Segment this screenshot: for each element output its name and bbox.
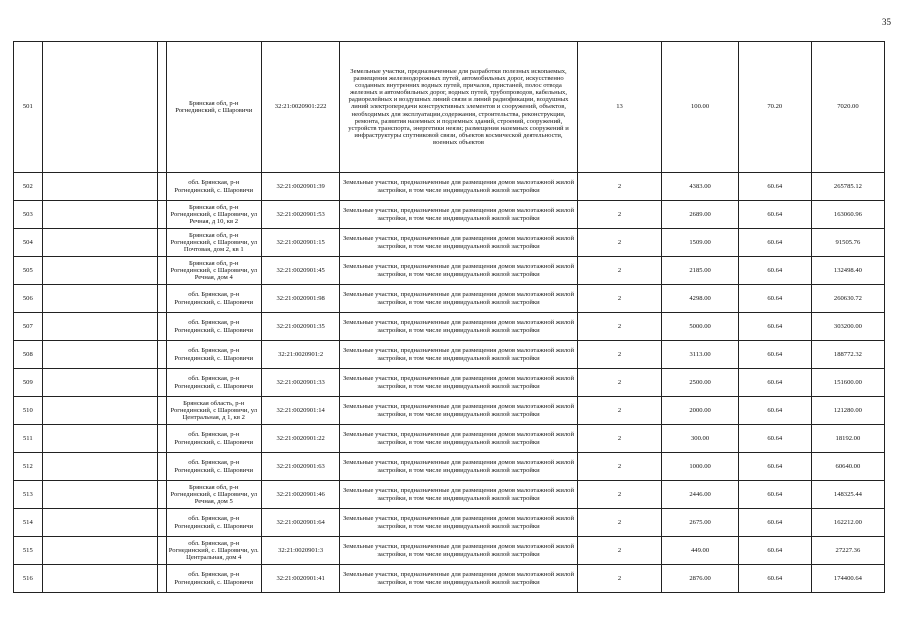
rate-cell: 60.64 [738,537,811,565]
row-number-cell: 508 [14,341,43,369]
group-cell: 13 [577,42,662,173]
area-cell: 4298.00 [662,285,738,313]
area-cell: 2000.00 [662,397,738,425]
cadastral-value-cell: 60640.00 [811,453,884,481]
area-cell: 2185.00 [662,257,738,285]
area-cell: 100.00 [662,42,738,173]
blank-cell [42,565,157,593]
row-number-cell: 515 [14,537,43,565]
blank-cell [42,173,157,201]
address-cell: Брянская обл, р-н Рогнединский, с Шаровичи, ул Речная, д 10, кв 2 [166,201,261,229]
row-number-cell: 506 [14,285,43,313]
land-use-cell: Земельные участки, предназначенные для размещения домов малоэтажной жилой застройки, в том числе индивидуальной жилой застройки [340,453,577,481]
address-cell: обл. Брянская, р-н Рогнединский, с. Шаровичи [166,565,261,593]
address-cell: обл. Брянская, р-н Рогнединский, с. Шаровичи [166,509,261,537]
row-number-cell: 513 [14,481,43,509]
land-use-cell: Земельные участки, предназначенные для размещения домов малоэтажной жилой застройки, в том числе индивидуальной жилой застройки [340,481,577,509]
area-cell: 449.00 [662,537,738,565]
table-row [14,425,885,453]
table-row [14,481,885,509]
area-cell: 4383.00 [662,173,738,201]
blank-cell [42,397,157,425]
table-body [14,42,885,593]
gap-cell [158,42,166,173]
cadastral-number-cell: 32:21:0020901:2 [261,341,339,369]
land-use-cell: Земельные участки, предназначенные для размещения домов малоэтажной жилой застройки, в том числе индивидуальной жилой застройки [340,397,577,425]
land-use-cell: Земельные участки, предназначенные для размещения домов малоэтажной жилой застройки, в том числе индивидуальной жилой застройки [340,173,577,201]
row-number-cell: 516 [14,565,43,593]
land-use-cell: Земельные участки, предназначенные для размещения домов малоэтажной жилой застройки, в том числе индивидуальной жилой застройки [340,425,577,453]
blank-cell [42,341,157,369]
gap-cell [158,509,166,537]
rate-cell: 60.64 [738,565,811,593]
address-cell: обл. Брянская, р-н Рогнединский, с. Шаровичи [166,425,261,453]
cadastral-number-cell: 32:21:0020901:33 [261,369,339,397]
cadastral-number-cell: 32:21:0020901:63 [261,453,339,481]
gap-cell [158,285,166,313]
cadastral-number-cell: 32:21:0020901:46 [261,481,339,509]
area-cell: 1509.00 [662,229,738,257]
group-cell: 2 [577,425,662,453]
row-number-cell: 509 [14,369,43,397]
rate-cell: 70.20 [738,42,811,173]
gap-cell [158,565,166,593]
rate-cell: 60.64 [738,201,811,229]
row-number-cell: 503 [14,201,43,229]
gap-cell [158,481,166,509]
blank-cell [42,257,157,285]
cadastral-number-cell: 32:21:0020901:64 [261,509,339,537]
gap-cell [158,453,166,481]
land-use-cell: Земельные участки, предназначенные для размещения домов малоэтажной жилой застройки, в том числе индивидуальной жилой застройки [340,257,577,285]
area-cell: 3113.00 [662,341,738,369]
group-cell: 2 [577,509,662,537]
table-row [14,201,885,229]
area-cell: 300.00 [662,425,738,453]
blank-cell [42,313,157,341]
gap-cell [158,397,166,425]
address-cell: обл. Брянская, р-н Рогнединский, с. Шаровичи [166,313,261,341]
cadastral-number-cell: 32:21:0020901:39 [261,173,339,201]
group-cell: 2 [577,369,662,397]
area-cell: 2689.00 [662,201,738,229]
group-cell: 2 [577,341,662,369]
group-cell: 2 [577,453,662,481]
land-use-cell: Земельные участки, предназначенные для размещения домов малоэтажной жилой застройки, в том числе индивидуальной жилой застройки [340,369,577,397]
group-cell: 2 [577,285,662,313]
land-use-cell: Земельные участки, предназначенные для размещения домов малоэтажной жилой застройки, в том числе индивидуальной жилой застройки [340,341,577,369]
address-cell: обл. Брянская, р-н Рогнединский, с. Шаровичи [166,453,261,481]
land-use-cell: Земельные участки, предназначенные для размещения домов малоэтажной жилой застройки, в том числе индивидуальной жилой застройки [340,229,577,257]
cadastral-value-cell: 174400.64 [811,565,884,593]
cadastral-value-table [13,41,885,593]
blank-cell [42,481,157,509]
rate-cell: 60.64 [738,257,811,285]
table-row [14,285,885,313]
table-row [14,42,885,173]
blank-cell [42,201,157,229]
land-use-cell: Земельные участки, предназначенные для размещения домов малоэтажной жилой застройки, в том числе индивидуальной жилой застройки [340,201,577,229]
address-cell: обл. Брянская, р-н Рогнединский, с. Шаровичи, ул. Центральная, дом 4 [166,537,261,565]
address-cell: обл. Брянская, р-н Рогнединский, с. Шаровичи [166,341,261,369]
cadastral-value-cell: 151600.00 [811,369,884,397]
area-cell: 2876.00 [662,565,738,593]
land-use-cell: Земельные участки, предназначенные для размещения домов малоэтажной жилой застройки, в том числе индивидуальной жилой застройки [340,565,577,593]
land-use-cell: Земельные участки, предназначенные для размещения домов малоэтажной жилой застройки, в том числе индивидуальной жилой застройки [340,313,577,341]
blank-cell [42,42,157,173]
blank-cell [42,285,157,313]
rate-cell: 60.64 [738,229,811,257]
table-row [14,173,885,201]
cadastral-value-cell: 148325.44 [811,481,884,509]
cadastral-number-cell: 32:21:0020901:35 [261,313,339,341]
cadastral-value-cell: 91505.76 [811,229,884,257]
group-cell: 2 [577,397,662,425]
area-cell: 5000.00 [662,313,738,341]
table-row [14,453,885,481]
address-cell: обл. Брянская, р-н Рогнединский, с. Шаровичи [166,285,261,313]
page-number: 35 [882,17,891,27]
land-use-cell: Земельные участки, предназначенные для размещения домов малоэтажной жилой застройки, в том числе индивидуальной жилой застройки [340,537,577,565]
blank-cell [42,369,157,397]
area-cell: 2446.00 [662,481,738,509]
row-number-cell: 507 [14,313,43,341]
rate-cell: 60.64 [738,481,811,509]
rate-cell: 60.64 [738,453,811,481]
table-row [14,537,885,565]
cadastral-value-cell: 18192.00 [811,425,884,453]
cadastral-value-cell: 121280.00 [811,397,884,425]
table-row [14,341,885,369]
gap-cell [158,229,166,257]
cadastral-value-cell: 163060.96 [811,201,884,229]
address-cell: Брянская обл, р-н Рогнединский, с Шаровичи, ул Речная, дом 5 [166,481,261,509]
group-cell: 2 [577,313,662,341]
table-row [14,565,885,593]
group-cell: 2 [577,481,662,509]
group-cell: 2 [577,201,662,229]
cadastral-number-cell: 32:21:0020901:15 [261,229,339,257]
cadastral-number-cell: 32:21:0020901:45 [261,257,339,285]
table-row [14,229,885,257]
blank-cell [42,509,157,537]
gap-cell [158,173,166,201]
cadastral-value-cell: 7020.00 [811,42,884,173]
rate-cell: 60.64 [738,285,811,313]
row-number-cell: 504 [14,229,43,257]
gap-cell [158,369,166,397]
land-use-cell: Земельные участки, предназначенные для размещения домов малоэтажной жилой застройки, в том числе индивидуальной жилой застройки [340,285,577,313]
table-row [14,257,885,285]
cadastral-value-cell: 132498.40 [811,257,884,285]
cadastral-value-cell: 162212.00 [811,509,884,537]
cadastral-value-cell: 260630.72 [811,285,884,313]
table-row [14,509,885,537]
gap-cell [158,341,166,369]
cadastral-value-cell: 303200.00 [811,313,884,341]
cadastral-value-cell: 188772.32 [811,341,884,369]
gap-cell [158,201,166,229]
blank-cell [42,229,157,257]
table-row [14,369,885,397]
cadastral-number-cell: 32:21:0020901:41 [261,565,339,593]
rate-cell: 60.64 [738,369,811,397]
row-number-cell: 505 [14,257,43,285]
group-cell: 2 [577,537,662,565]
area-cell: 2500.00 [662,369,738,397]
blank-cell [42,537,157,565]
blank-cell [42,453,157,481]
cadastral-number-cell: 32:21:0020901:98 [261,285,339,313]
rate-cell: 60.64 [738,509,811,537]
rate-cell: 60.64 [738,313,811,341]
table-row [14,313,885,341]
land-use-cell: Земельные участки, предназначенные для размещения домов малоэтажной жилой застройки, в том числе индивидуальной жилой застройки [340,509,577,537]
address-cell: Брянская обл, р-н Рогнединский, с Шаровичи [166,42,261,173]
cadastral-value-cell: 27227.36 [811,537,884,565]
gap-cell [158,257,166,285]
cadastral-number-cell: 32:21:0020901:22 [261,425,339,453]
area-cell: 1000.00 [662,453,738,481]
cadastral-number-cell: 32:21:0020901:3 [261,537,339,565]
rate-cell: 60.64 [738,173,811,201]
gap-cell [158,425,166,453]
group-cell: 2 [577,565,662,593]
gap-cell [158,537,166,565]
address-cell: Брянская область, р-н Рогнединский, с Шаровичи, ул Центральная, д 1, кв 2 [166,397,261,425]
group-cell: 2 [577,229,662,257]
land-use-cell: Земельные участки, предназначенные для разработки полезных ископаемых, размещения железнодорожных путей, автомобильных дорог, искусственно созданных внутренних водных путей, причалов, пристаней, полос отвода железных и автомобильных дорог, водных путей, трубопроводов, кабельных, радиорелейных и воздушных линий связи и линий радиофикации, воздушных линий электропередачи конструктивных элементов и сооружений, объектов, необходимых для эксплуатации,содержания, строительства, реконструкции, ремонта, развития наземных и подземных зданий, строений, сооружений, устройств транспорта, энергетики неязи; размещения наземных сооружений и инфраструктуры спутниковой связи, объектов космической деятельности, военных объектов [340,42,577,173]
table-row [14,397,885,425]
gap-cell [158,313,166,341]
cadastral-number-cell: 32:21:0020901:14 [261,397,339,425]
rate-cell: 60.64 [738,341,811,369]
row-number-cell: 501 [14,42,43,173]
address-cell: Брянская обл, р-н Рогнединский, с Шаровичи, ул Почтовая, дом 2, кв 1 [166,229,261,257]
rate-cell: 60.64 [738,425,811,453]
area-cell: 2675.00 [662,509,738,537]
row-number-cell: 510 [14,397,43,425]
address-cell: обл. Брянская, р-н Рогнединский, с. Шаровичи [166,369,261,397]
blank-cell [42,425,157,453]
address-cell: Брянская обл, р-н Рогнединский, с Шаровичи, ул Речная, дом 4 [166,257,261,285]
row-number-cell: 514 [14,509,43,537]
address-cell: обл. Брянская, р-н Рогнединский, с. Шаровичи [166,173,261,201]
cadastral-number-cell: 32:21:0020901:53 [261,201,339,229]
group-cell: 2 [577,257,662,285]
cadastral-number-cell: 32:21:0020901:222 [261,42,339,173]
cadastral-value-cell: 265785.12 [811,173,884,201]
row-number-cell: 512 [14,453,43,481]
row-number-cell: 502 [14,173,43,201]
row-number-cell: 511 [14,425,43,453]
rate-cell: 60.64 [738,397,811,425]
group-cell: 2 [577,173,662,201]
